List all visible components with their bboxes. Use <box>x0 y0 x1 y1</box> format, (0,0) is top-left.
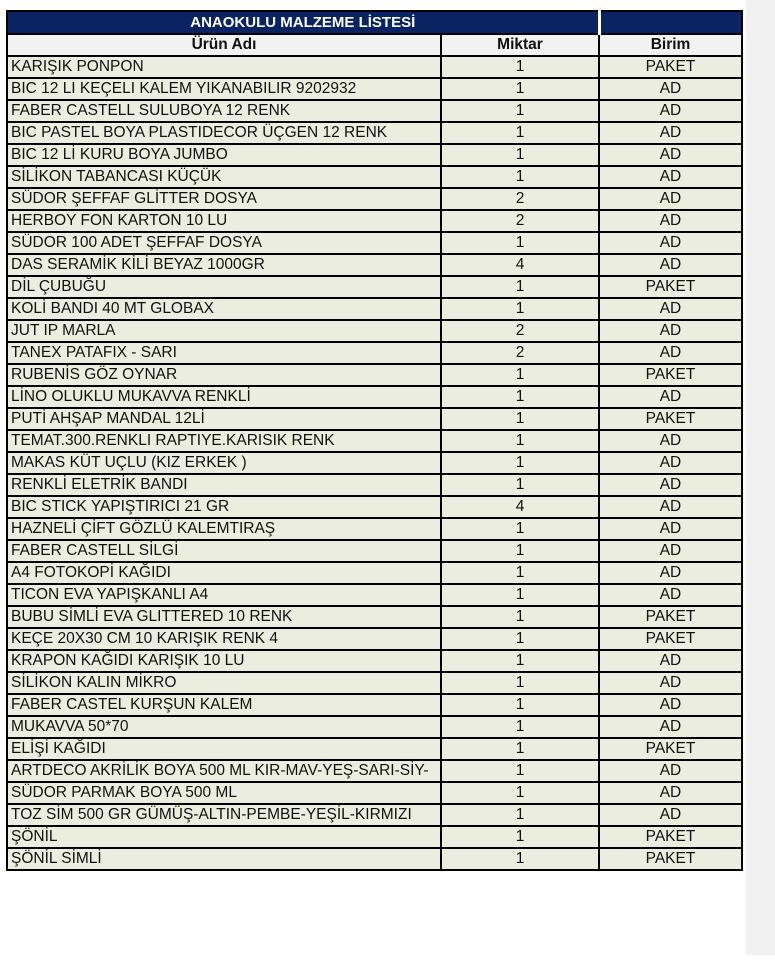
unit-cell[interactable]: AD <box>599 430 742 452</box>
unit-cell[interactable]: AD <box>599 386 742 408</box>
table-row <box>7 210 742 232</box>
product-name-cell[interactable]: FABER CASTELL SİLGİ <box>7 540 441 562</box>
table-row <box>7 826 742 848</box>
product-name-cell[interactable]: KEÇE 20X30 CM 10 KARIŞIK RENK 4 <box>7 628 441 650</box>
product-name-cell[interactable]: BIC PASTEL BOYA PLASTIDECOR ÜÇGEN 12 RENK <box>7 122 441 144</box>
product-name-cell[interactable]: A4 FOTOKOPİ KAĞIDI <box>7 562 441 584</box>
unit-cell[interactable]: AD <box>599 804 742 826</box>
table-row <box>7 78 742 100</box>
unit-cell[interactable]: AD <box>599 540 742 562</box>
unit-cell[interactable]: AD <box>599 78 742 100</box>
quantity-cell[interactable]: 1 <box>441 584 599 606</box>
quantity-cell[interactable]: 1 <box>441 474 599 496</box>
unit-cell[interactable]: AD <box>599 232 742 254</box>
unit-cell[interactable]: PAKET <box>599 56 742 78</box>
table-row <box>7 584 742 606</box>
product-name-cell[interactable]: RUBENİS GÖZ OYNAR <box>7 364 441 386</box>
title-blank-cell[interactable] <box>599 11 742 34</box>
quantity-cell[interactable]: 1 <box>441 78 599 100</box>
sheet-corner <box>746 955 775 963</box>
table-row <box>7 144 742 166</box>
column-header-name[interactable]: Ürün Adı <box>7 34 441 56</box>
unit-cell[interactable]: AD <box>599 672 742 694</box>
quantity-cell[interactable]: 1 <box>441 782 599 804</box>
unit-cell[interactable]: AD <box>599 298 742 320</box>
product-name-cell[interactable]: LİNO OLUKLU MUKAVVA RENKLİ <box>7 386 441 408</box>
table-row <box>7 254 742 276</box>
product-name-cell[interactable]: TEMAT.300.RENKLI RAPTIYE.KARISIK RENK <box>7 430 441 452</box>
table-row <box>7 342 742 364</box>
table-row <box>7 364 742 386</box>
product-name-cell[interactable]: DAS SERAMİK KİLİ BEYAZ 1000GR <box>7 254 441 276</box>
unit-cell[interactable]: AD <box>599 518 742 540</box>
table-row <box>7 606 742 628</box>
unit-cell[interactable]: AD <box>599 562 742 584</box>
column-header-quantity[interactable]: Miktar <box>441 34 599 56</box>
table-row <box>7 848 742 870</box>
table-row <box>7 540 742 562</box>
product-name-cell[interactable]: JUT IP MARLA <box>7 320 441 342</box>
unit-cell[interactable]: AD <box>599 474 742 496</box>
product-name-cell[interactable]: TOZ SİM 500 GR GÜMÜŞ-ALTIN-PEMBE-YEŞİL-KIRMIZI <box>7 804 441 826</box>
product-name-cell[interactable]: SÜDOR 100 ADET ŞEFFAF DOSYA <box>7 232 441 254</box>
product-name-cell[interactable]: KRAPON KAĞIDI KARIŞIK 10 LU <box>7 650 441 672</box>
table-row <box>7 232 742 254</box>
quantity-cell[interactable]: 1 <box>441 430 599 452</box>
quantity-cell[interactable]: 1 <box>441 628 599 650</box>
product-name-cell[interactable]: KARIŞIK PONPON <box>7 56 441 78</box>
product-name-cell[interactable]: SİLİKON TABANCASI KÜÇÜK <box>7 166 441 188</box>
unit-cell[interactable]: AD <box>599 122 742 144</box>
sheet-margin <box>746 0 775 963</box>
quantity-cell[interactable]: 1 <box>441 562 599 584</box>
quantity-cell[interactable]: 1 <box>441 364 599 386</box>
unit-cell[interactable]: PAKET <box>599 848 742 870</box>
unit-cell[interactable]: AD <box>599 584 742 606</box>
unit-cell[interactable]: AD <box>599 716 742 738</box>
unit-cell[interactable]: PAKET <box>599 606 742 628</box>
product-name-cell[interactable]: DİL ÇUBUĞU <box>7 276 441 298</box>
sheet-title[interactable]: ANAOKULU MALZEME LİSTESİ <box>7 11 599 34</box>
quantity-cell[interactable]: 1 <box>441 56 599 78</box>
table-row <box>7 122 742 144</box>
quantity-cell[interactable]: 4 <box>441 496 599 518</box>
table-row <box>7 452 742 474</box>
quantity-cell[interactable]: 1 <box>441 804 599 826</box>
quantity-cell[interactable]: 4 <box>441 254 599 276</box>
product-name-cell[interactable]: SÜDOR ŞEFFAF GLİTTER DOSYA <box>7 188 441 210</box>
quantity-cell[interactable]: 1 <box>441 122 599 144</box>
unit-cell[interactable]: PAKET <box>599 408 742 430</box>
unit-cell[interactable]: AD <box>599 650 742 672</box>
table-row <box>7 496 742 518</box>
table-row <box>7 804 742 826</box>
product-name-cell[interactable]: ŞÖNİL <box>7 826 441 848</box>
table-row <box>7 430 742 452</box>
product-name-cell[interactable]: BUBU SİMLİ EVA GLITTERED 10 RENK <box>7 606 441 628</box>
product-name-cell[interactable]: RENKLİ ELETRİK BANDI <box>7 474 441 496</box>
unit-cell[interactable]: AD <box>599 320 742 342</box>
table-row <box>7 474 742 496</box>
quantity-cell[interactable]: 1 <box>441 540 599 562</box>
column-header-row <box>7 34 742 56</box>
quantity-cell[interactable]: 1 <box>441 826 599 848</box>
table-row <box>7 628 742 650</box>
unit-cell[interactable]: PAKET <box>599 738 742 760</box>
quantity-cell[interactable]: 1 <box>441 232 599 254</box>
product-name-cell[interactable]: FABER CASTELL SULUBOYA 12 RENK <box>7 100 441 122</box>
product-name-cell[interactable]: BIC STICK YAPIŞTIRICI 21 GR <box>7 496 441 518</box>
unit-cell[interactable]: PAKET <box>599 364 742 386</box>
unit-cell[interactable]: PAKET <box>599 826 742 848</box>
quantity-cell[interactable]: 2 <box>441 188 599 210</box>
table-row <box>7 386 742 408</box>
table-row <box>7 738 742 760</box>
quantity-cell[interactable]: 1 <box>441 452 599 474</box>
product-name-cell[interactable]: ARTDECO AKRİLİK BOYA 500 ML KIR-MAV-YEŞ-SARI-SİY- <box>7 760 441 782</box>
table-row <box>7 672 742 694</box>
table-row <box>7 694 742 716</box>
quantity-cell[interactable]: 1 <box>441 650 599 672</box>
table-body <box>7 56 742 870</box>
table-row <box>7 650 742 672</box>
table-row <box>7 408 742 430</box>
product-name-cell[interactable]: BIC 12 LI KEÇELI KALEM YIKANABILIR 9202932 <box>7 78 441 100</box>
unit-cell[interactable]: AD <box>599 694 742 716</box>
title-row <box>7 11 742 34</box>
quantity-cell[interactable]: 1 <box>441 298 599 320</box>
product-name-cell[interactable]: FABER CASTEL KURŞUN KALEM <box>7 694 441 716</box>
product-name-cell[interactable]: ŞÖNİL SİMLİ <box>7 848 441 870</box>
supply-list-sheet <box>6 10 741 871</box>
table-row <box>7 716 742 738</box>
quantity-cell[interactable]: 1 <box>441 760 599 782</box>
quantity-cell[interactable]: 2 <box>441 342 599 364</box>
quantity-cell[interactable]: 1 <box>441 166 599 188</box>
product-name-cell[interactable]: HERBOY FON KARTON 10 LU <box>7 210 441 232</box>
product-name-cell[interactable]: TANEX PATAFIX - SARI <box>7 342 441 364</box>
table-row <box>7 188 742 210</box>
quantity-cell[interactable]: 1 <box>441 672 599 694</box>
product-name-cell[interactable]: BIC 12 Lİ KURU BOYA JUMBO <box>7 144 441 166</box>
table-row <box>7 320 742 342</box>
product-name-cell[interactable]: HAZNELİ ÇİFT GÖZLÜ KALEMTIRAŞ <box>7 518 441 540</box>
unit-cell[interactable]: AD <box>599 496 742 518</box>
table-row <box>7 166 742 188</box>
quantity-cell[interactable]: 1 <box>441 738 599 760</box>
quantity-cell[interactable]: 2 <box>441 210 599 232</box>
unit-cell[interactable]: AD <box>599 254 742 276</box>
product-name-cell[interactable]: PUTİ AHŞAP MANDAL 12Lİ <box>7 408 441 430</box>
quantity-cell[interactable]: 1 <box>441 518 599 540</box>
table-row <box>7 562 742 584</box>
unit-cell[interactable]: AD <box>599 342 742 364</box>
unit-cell[interactable]: AD <box>599 166 742 188</box>
quantity-cell[interactable]: 2 <box>441 320 599 342</box>
unit-cell[interactable]: AD <box>599 782 742 804</box>
product-name-cell[interactable]: SİLİKON KALIN MİKRO <box>7 672 441 694</box>
table-row <box>7 518 742 540</box>
product-name-cell[interactable]: MUKAVVA 50*70 <box>7 716 441 738</box>
unit-cell[interactable]: AD <box>599 210 742 232</box>
quantity-cell[interactable]: 1 <box>441 144 599 166</box>
table-row <box>7 276 742 298</box>
column-header-unit[interactable]: Birim <box>599 34 742 56</box>
product-name-cell[interactable]: MAKAS KÜT UÇLU (KIZ ERKEK ) <box>7 452 441 474</box>
quantity-cell[interactable]: 1 <box>441 276 599 298</box>
quantity-cell[interactable]: 1 <box>441 100 599 122</box>
quantity-cell[interactable]: 1 <box>441 606 599 628</box>
unit-cell[interactable]: AD <box>599 100 742 122</box>
product-name-cell[interactable]: KOLİ BANDI 40 MT GLOBAX <box>7 298 441 320</box>
supply-table <box>6 10 743 871</box>
unit-cell[interactable]: PAKET <box>599 276 742 298</box>
unit-cell[interactable]: AD <box>599 760 742 782</box>
product-name-cell[interactable]: ELİŞİ KAĞIDI <box>7 738 441 760</box>
table-row <box>7 760 742 782</box>
quantity-cell[interactable]: 1 <box>441 848 599 870</box>
table-row <box>7 782 742 804</box>
product-name-cell[interactable]: TICON EVA YAPIŞKANLI A4 <box>7 584 441 606</box>
unit-cell[interactable]: AD <box>599 188 742 210</box>
table-row <box>7 56 742 78</box>
quantity-cell[interactable]: 1 <box>441 386 599 408</box>
unit-cell[interactable]: PAKET <box>599 628 742 650</box>
table-row <box>7 298 742 320</box>
product-name-cell[interactable]: SÜDOR PARMAK BOYA 500 ML <box>7 782 441 804</box>
quantity-cell[interactable]: 1 <box>441 408 599 430</box>
quantity-cell[interactable]: 1 <box>441 694 599 716</box>
unit-cell[interactable]: AD <box>599 144 742 166</box>
unit-cell[interactable]: AD <box>599 452 742 474</box>
quantity-cell[interactable]: 1 <box>441 716 599 738</box>
table-row <box>7 100 742 122</box>
